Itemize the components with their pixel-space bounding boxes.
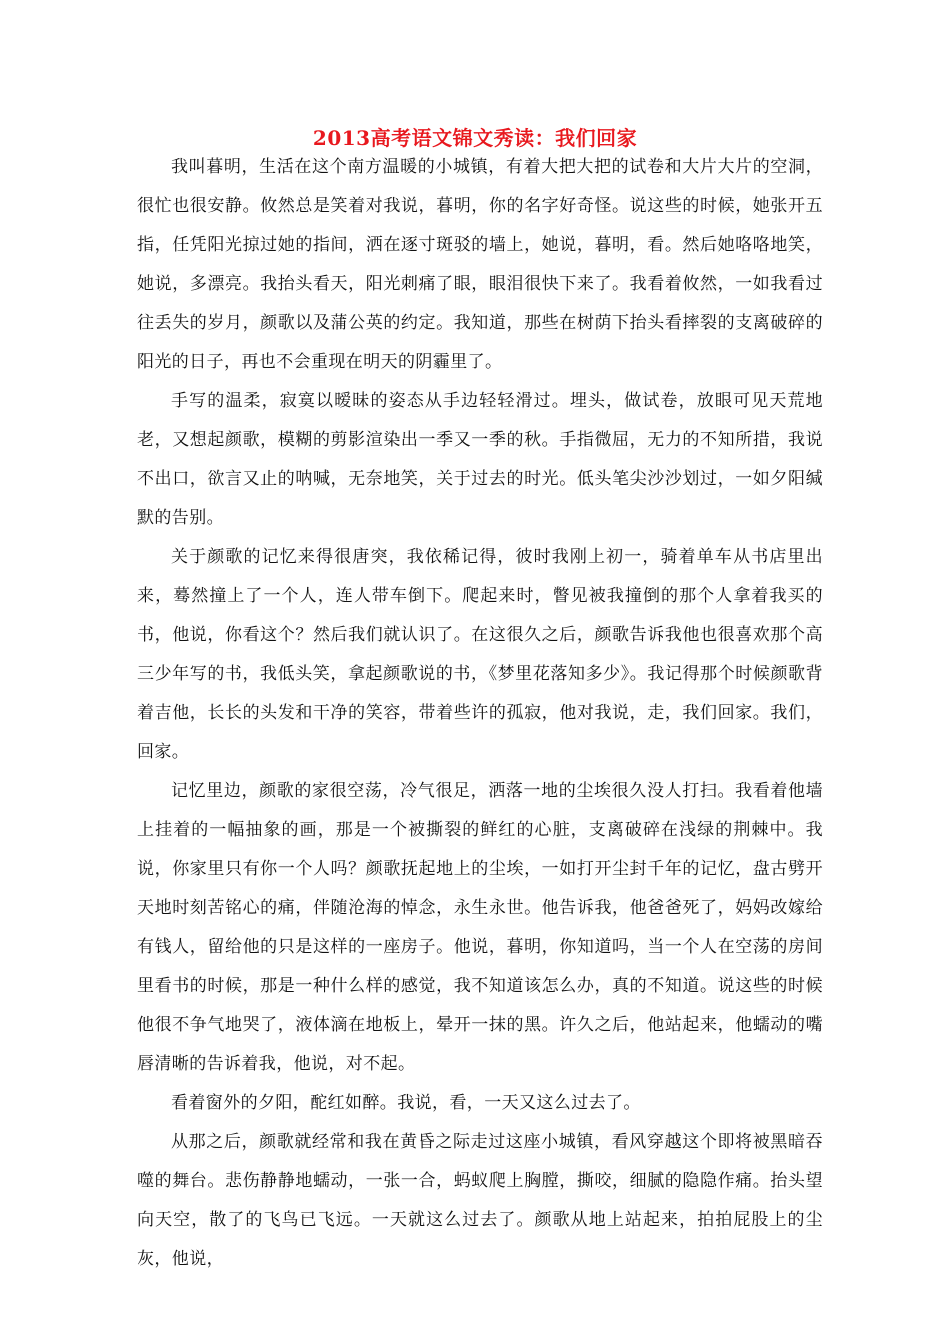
paragraph: 手写的温柔，寂寞以暧昧的姿态从手边轻轻滑过。埋头，做试卷，放眼可见天荒地老，又想起颜歌，模糊的剪影渲染出一季又一季的秋。手指微屈，无力的不知所措，我说不出口，欲言又止的呐喊，无奈地笑，关于过去的时光。低头笔尖沙沙划过，一如夕阳缄默的告别。 [137,391,823,528]
paragraph: 记忆里边，颜歌的家很空荡，冷气很足，洒落一地的尘埃很久没人打扫。我看着他墙上挂着的一幅抽象的画，那是一个被撕裂的鲜红的心脏，支离破碎在浅绿的荆棘中。我说，你家里只有你一个人吗？颜歌抚起地上的尘埃，一如打开尘封千年的记忆，盘古劈开天地时刻苦铭心的痛，伴随沧海的悼念，永生永世。他告诉我，他爸爸死了，妈妈改嫁给有钱人，留给他的只是这样的一座房子。他说，暮明，你知道吗，当一个人在空荡的房间里看书的时候，那是一种什么样的感觉，我不知道该怎么办，真的不知道。说这些的时候他很不争气地哭了，液体滴在地板上，晕开一抹的黑。许久之后，他站起来，他蠕动的嘴唇清晰的告诉着我，他说，对不起。 [137,781,823,1074]
article-body [137,148,823,1279]
document-title: 2013高考语文锦文秀读：我们回家 [312,126,638,150]
paragraph: 关于颜歌的记忆来得很唐突，我依稀记得，彼时我刚上初一，骑着单车从书店里出来，蓦然撞上了一个人，连人带车倒下。爬起来时，瞥见被我撞倒的那个人拿着我买的书，他说，你看这个？然后我们就认识了。在这很久之后，颜歌告诉我他也很喜欢那个高三少年写的书，我低头笑，拿起颜歌说的书，《梦里花落知多少》。我记得那个时候颜歌背着吉他，长长的头发和干净的笑容，带着些许的孤寂，他对我说，走，我们回家。我们，回家。 [137,547,823,762]
paragraph: 我叫暮明，生活在这个南方温暖的小城镇，有着大把大把的试卷和大片大片的空洞，很忙也很安静。攸然总是笑着对我说，暮明，你的名字好奇怪。说这些的时候，她张开五指，任凭阳光掠过她的指间，洒在逐寸斑驳的墙上，她说，暮明，看。然后她咯咯地笑，她说，多漂亮。我抬头看天，阳光刺痛了眼，眼泪很快下来了。我看着攸然，一如我看过往丢失的岁月，颜歌以及蒲公英的约定。我知道，那些在树荫下抬头看摔裂的支离破碎的阳光的日子，再也不会重现在明天的阴霾里了。 [137,157,823,372]
paragraph: 从那之后，颜歌就经常和我在黄昏之际走过这座小城镇，看风穿越这个即将被黑暗吞噬的舞台。悲伤静静地蠕动，一张一合，蚂蚁爬上胸膛，撕咬，细腻的隐隐作痛。抬头望向天空，散了的飞鸟已飞远。一天就这么过去了。颜歌从地上站起来，拍拍屁股上的尘灰，他说， [137,1132,823,1269]
paragraph: 看着窗外的夕阳，酡红如醉。我说，看，一天又这么过去了。 [171,1093,641,1113]
